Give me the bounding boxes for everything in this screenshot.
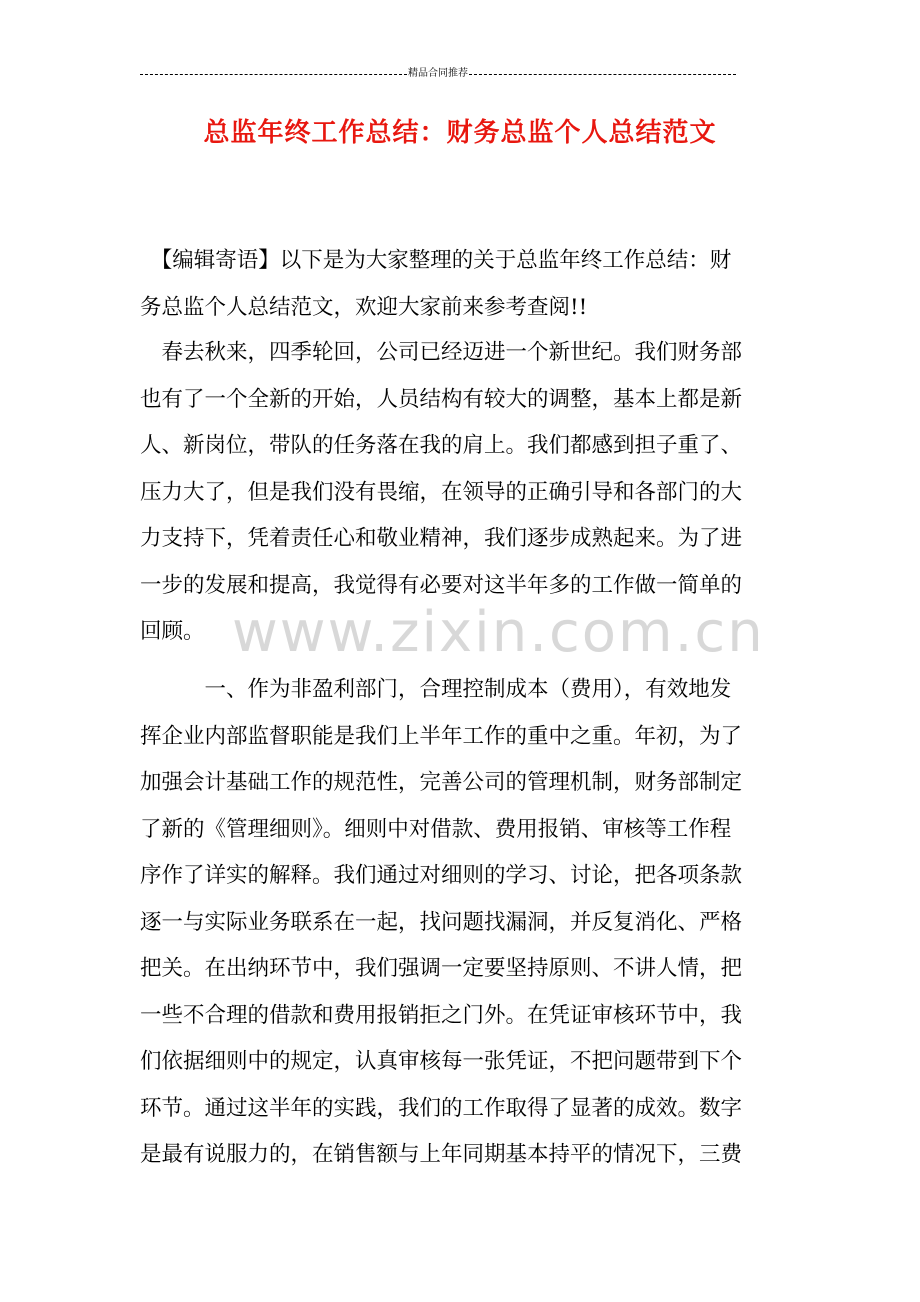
- paragraph-line: 一、作为非盈利部门，合理控制成本（费用），有效地发: [140, 677, 732, 702]
- paragraph-line: 春去秋来，四季轮回，公司已经迈进一个新世纪。我们财务部: [140, 340, 743, 365]
- watermark: www.zixin.com.cn: [232, 600, 765, 665]
- paragraph-line: 加强会计基础工作的规范性，完善公司的管理机制，财务部制定: [140, 770, 743, 795]
- document-title: 总监年终工作总结：财务总监个人总结范文: [203, 118, 717, 148]
- paragraph-line: 【编辑寄语】以下是为大家整理的关于总监年终工作总结：财: [140, 248, 732, 273]
- header-dash-left: [140, 74, 407, 75]
- paragraph-line: 回顾。: [140, 619, 205, 644]
- paragraph-line: 挥企业内部监督职能是我们上半年工作的重中之重。年初，为了: [140, 723, 743, 749]
- header-label: 精品合同推荐: [408, 68, 468, 79]
- paragraph-line: 务总监个人总结范文，欢迎大家前来参考查阅!!: [140, 294, 588, 320]
- page-header: [140, 66, 736, 82]
- paragraph-line: 们依据细则中的规定，认真审核每一张凭证，不把问题带到下个: [140, 1049, 743, 1074]
- paragraph-line: 一步的发展和提高，我觉得有必要对这半年多的工作做一简单的: [140, 572, 743, 598]
- paragraph-line: 也有了一个全新的开始，人员结构有较大的调整，基本上都是新: [140, 386, 743, 412]
- paragraph-line: 力支持下，凭着责任心和敬业精神，我们逐步成熟起来。为了进: [140, 526, 743, 551]
- paragraph-intro: [140, 330, 780, 656]
- paragraph-line: 了新的《管理细则》。细则中对借款、费用报销、审核等工作程: [140, 816, 732, 842]
- paragraph-line: 压力大了，但是我们没有畏缩，在领导的正确引导和各部门的大: [140, 479, 743, 505]
- paragraph-line: 逐一与实际业务联系在一起，找问题找漏洞，并反复消化、严格: [140, 909, 743, 935]
- paragraph-section-one: [140, 667, 780, 1179]
- paragraph-line: 序作了详实的解释。我们通过对细则的学习、讨论，把各项条款: [140, 863, 743, 888]
- paragraph-line: 一些不合理的借款和费用报销拒之门外。在凭证审核环节中，我: [140, 1002, 743, 1028]
- header-dash-right: [469, 74, 736, 75]
- paragraph-line: 人、新岗位，带队的任务落在我的肩上。我们都感到担子重了、: [140, 433, 743, 458]
- paragraph-editor-note: [140, 238, 780, 331]
- paragraph-line: 环节。通过这半年的实践，我们的工作取得了显著的成效。数字: [140, 1095, 743, 1121]
- paragraph-line: 把关。在出纳环节中，我们强调一定要坚持原则、不讲人情，把: [140, 956, 743, 981]
- paragraph-line: 是最有说服力的，在销售额与上年同期基本持平的情况下，三费: [140, 1142, 743, 1167]
